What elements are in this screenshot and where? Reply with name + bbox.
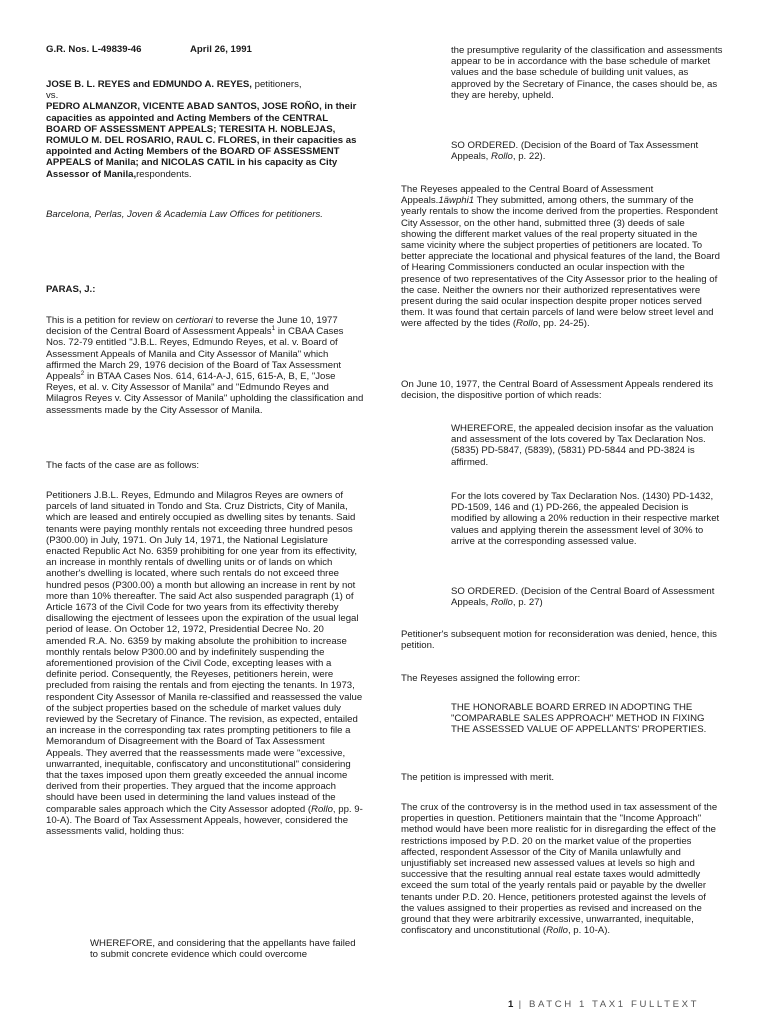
versus: vs. xyxy=(46,90,59,102)
quote-btaa-order: SO ORDERED. (Decision of the Board of Tax Assessment Appeals, Rollo, p. 22). xyxy=(451,140,699,163)
paragraph-facts: Petitioners J.B.L. Reyes, Edmundo and Milagros Reyes are owners of parcels of land situated in Tondo and Sta. Cruz Districts, City of Manila, which are leased and entirely occupied as dwelling sites by tenants. Said tenants were paying monthly rentals not exceeding three hundred pesos (P300.00) in July, 1971. On July 14, 1971, the National Legislature enacted Republic Act No. 6359 prohibiting for one year from its effectivity, an increase in monthly rentals of dwelling units or of lands on which another's dwelling is located, where such rentals do not exceed three hundred pesos (P300.00) a month but allowing an increase in rent by not more than 10% thereafter. The said Act also suspended paragraph (1) of Article 1673 of the Civil Code for two years from its effectivity thereby disallowing the ejectment of lessees upon the expiration of the usual legal period of lease. On October 12, 1972, Presidential Decree No. 20 amended R.A. No. 6359 by making absolute the prohibition to increase monthly rentals below P300.00 and by indefinitely suspending the aforementioned provision of the Civil Code, excepting leases with a definite period. Consequently, the Reyeses, petitioners herein, were precluded from raising the rentals and from ejecting the tenants. In 1973, respondent City Assessor of Manila re-classified and reassessed the value of the subject properties based on the schedule of market values duly reviewed by the Secretary of Finance. The revision, as expected, entailed an increase in the corresponding tax rates prompting petitioners to file a Memorandum of Disagreement with the Board of Tax Assessment Appeals. They averred that the reassessments made were "excessive, unwarranted, inequitable, confiscatory and unconstitutional" considering that the taxes imposed upon them greatly exceeded the annual income derived from their properties. They argued that the income approach should have been used in determining the land values instead of the comparable sales approach which the City Assessor adopted (Rollo, pp. 9-10-A). The Board of Tax Assessment Appeals, however, considered the assessments valid, holding thus: xyxy=(46,490,363,838)
petitioners-names: JOSE B. L. REYES and EDMUNDO A. REYES, xyxy=(46,79,252,90)
case-header xyxy=(46,44,364,55)
paragraph-reconsideration: Petitioner's subsequent motion for reconsideration was denied, hence, this petition. xyxy=(401,629,717,652)
paragraph-crux: The crux of the controversy is in the method used in tax assessment of the properties in question. Petitioners maintain that the "Income Approach" method would have been more realistic for in disregarding the effect of the restrictions imposed by P.D. 20 on the market value of the properties affected, respondent Assessor of the City of Manila unlawfully and unjustifiably set increased new assessed values at levels so high and successive that the resulting annual real estate taxes would admittedly exceed the sum total of the yearly rentals paid or payable by the dweller tenants under P.D. 20. Hence, petitioners protested against the levels of the values assigned to their properties as revised and increased on the ground that they were arbitrarily excessive, unwarranted, inequitable, confiscatory and unconstitutional (Rollo, p. 10-A). xyxy=(401,802,718,937)
quote-assigned-error: THE HONORABLE BOARD ERRED IN ADOPTING THE "COMPARABLE SALES APPROACH" METHOD IN FIXING THE ASSESSED VALUE OF APPELLANTS' PROPERTIES. xyxy=(451,702,707,736)
case-number: G.R. Nos. L-49839-46 xyxy=(46,44,142,55)
paragraph-cbaa-appeal: The Reyeses appealed to the Central Board of Assessment Appeals.1äwphi1 They submitted, among others, the summary of the yearly rentals to show the income derived from the properties. Respondent City Assessor, on the other hand, submitted three (3) deeds of sale showing the different market values of the real property situated in the same vicinity where the subject properties of petitioners are located. To better appreciate the locational and physical features of the land, the Board of Hearing Commissioners conducted an ocular inspection with the presence of two representatives of the City Assessor prior to the healing of the case. Neither the owners nor their authorized representatives were present during the said ocular inspection despite proper notices served them. It was found that certain parcels of land were below street level and were affected by the tides (Rollo, pp. 24-25). xyxy=(401,184,720,330)
page-number: 1 xyxy=(508,999,514,1010)
quote-cbaa-modified: For the lots covered by Tax Declaration Nos. (1430) PD-1432, PD-1509, 146 and (1) PD-266, the appealed Decision is modified by allowing a 20% reduction in their respective market values and applying therein the assessment level of 30% to arrive at the corresponding assessed value. xyxy=(451,491,720,547)
counsel-line: Barcelona, Perlas, Joven & Academia Law Offices for petitioners. xyxy=(46,209,323,220)
page-footer xyxy=(508,999,728,1010)
paragraph-facts-intro: The facts of the case are as follows: xyxy=(46,460,200,471)
respondents-label: respondents. xyxy=(136,168,192,180)
quote-cbaa-affirmed: WHEREFORE, the appealed decision insofar as the valuation and assessment of the lots covered by Tax Declaration Nos. (5835) PD-5847, (5839), (5831) PD-5844 and PD-3824 is affirmed. xyxy=(451,423,714,468)
paragraph-merit: The petition is impressed with merit. xyxy=(401,772,555,783)
paragraph-assigned-error: The Reyeses assigned the following error: xyxy=(401,673,581,684)
footer-label: | BATCH 1 TAX1 FULLTEXT xyxy=(513,999,700,1010)
quote-btaa-start: WHEREFORE, and considering that the appellants have failed to submit concrete evidence which could overcome xyxy=(90,938,356,961)
paragraph-intro: This is a petition for review on certiorari to reverse the June 10, 1977 decision of the Central Board of Assessment Appeals$^1$ in CBAA Cases Nos. 72-79 entitled "J.B.L. Reyes, Edmundo Reyes, et al. v. Board of Assessment Appeals of Manila and City Assessor of Manila" which affirmed the March 29, 1976 decision of the Board of Tax Assessment Appeals$^2$ in BTAA Cases Nos. 614, 614-A-J, 615, 615-A, B, E, "Jose Reyes, et al. v. City Assessor of Manila" and "Edmundo Reyes and Milagros Reyes v. City Assessor of Manila" upholding the classification and assessments made by the City Assessor of Manila. xyxy=(46,315,364,416)
quote-btaa-cont: the presumptive regularity of the classification and assessments appear to be in accordance with the base schedule of market values and the base schedule of building unit values, as approved by the Secretary of Finance, the cases should be, as they are hereby, upheld. xyxy=(451,45,723,101)
paragraph-cbaa-decision: On June 10, 1977, the Central Board of Assessment Appeals rendered its decision, the dispositive portion of which reads: xyxy=(401,379,713,402)
respondents-names: PEDRO ALMANZOR, VICENTE ABAD SANTOS, JOSE ROÑO, in their capacities as appointed and Acting Members of the CENTRAL BOARD OF ASSESSMENT APPEALS; TERESITA H. NOBLEJAS, ROMULO M. DEL ROSARIO, RAUL C. FLORES, in their capacities as appointed and Acting Members of the BOARD OF ASSESSMENT APPEALS of Manila; and NICOLAS CATIL in his capacity as City Assessor of Manila, xyxy=(46,101,357,180)
parties-block xyxy=(46,79,364,180)
petitioners-label: petitioners, xyxy=(251,79,302,90)
ponente: PARAS, J.: xyxy=(46,284,96,295)
quote-cbaa-order: SO ORDERED. (Decision of the Central Board of Assessment Appeals, Rollo, p. 27) xyxy=(451,586,715,609)
case-date: April 26, 1991 xyxy=(190,44,252,55)
